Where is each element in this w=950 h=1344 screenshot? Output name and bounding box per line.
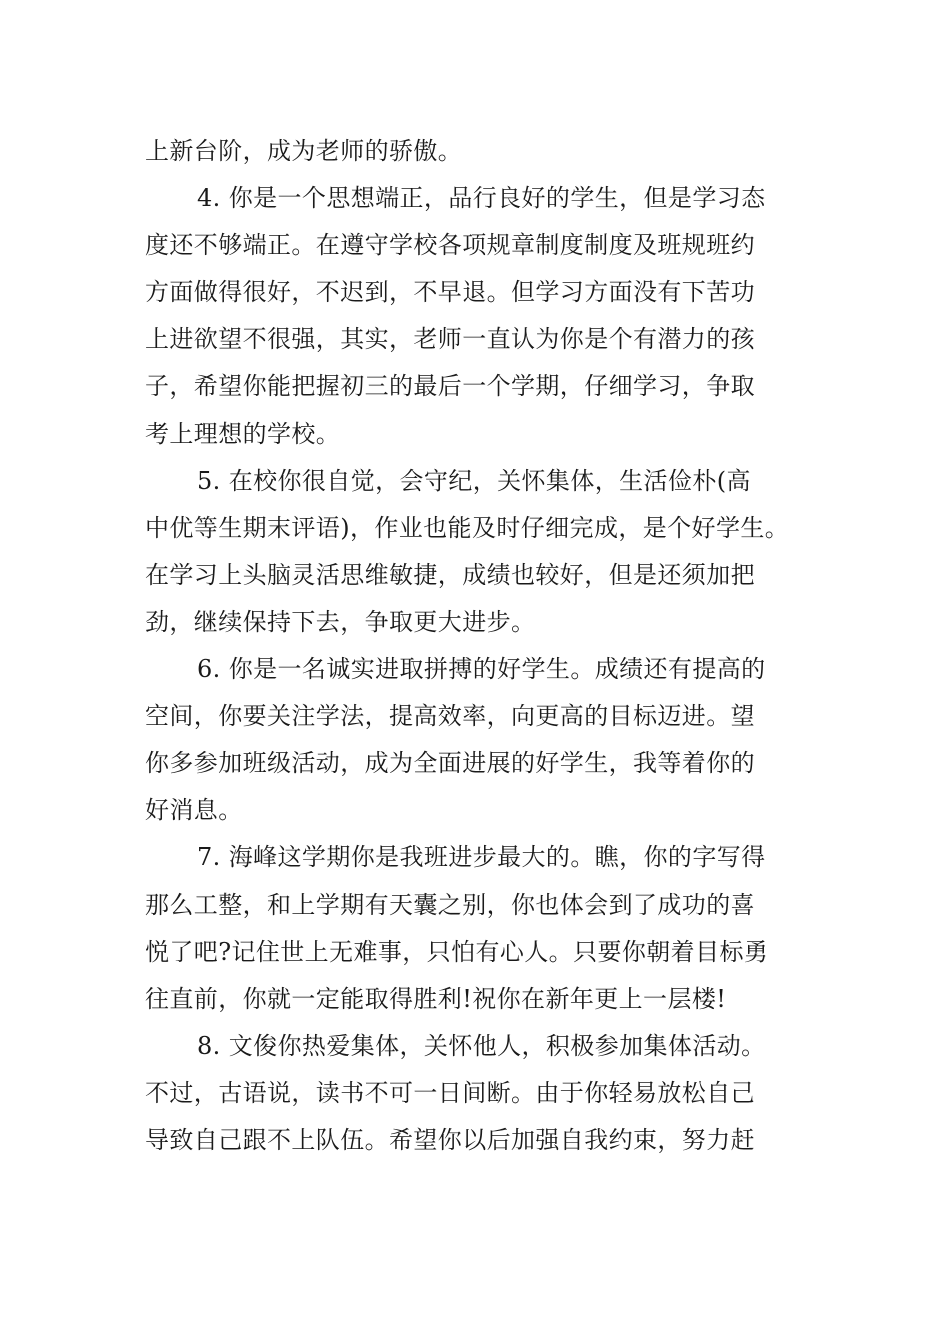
text-line-item-8-start: 8. 文俊你热爱集体，关怀他人，积极参加集体活动。 bbox=[197, 1031, 766, 1060]
text-line-item-4-start: 4. 你是一个思想端正，品行良好的学生，但是学习态 bbox=[197, 184, 766, 213]
text-line: 子，希望你能把握初三的最后一个学期，仔细学习，争取 bbox=[145, 372, 755, 401]
text-line: 往直前，你就一定能取得胜利!祝你在新年更上一层楼! bbox=[145, 984, 727, 1013]
text-line: 空间，你要关注学法，提高效率，向更高的目标迈进。望 bbox=[145, 702, 755, 731]
text-line: 劲，继续保持下去，争取更大进步。 bbox=[145, 607, 536, 636]
text-line-item-6-start: 6. 你是一名诚实进取拼搏的好学生。成绩还有提高的 bbox=[197, 655, 766, 684]
text-line: 好消息。 bbox=[145, 796, 243, 825]
text-line: 那么工整，和上学期有天囊之别，你也体会到了成功的喜 bbox=[145, 890, 755, 919]
document-body bbox=[145, 128, 815, 1164]
text-line: 中优等生期末评语)，作业也能及时仔细完成，是个好学生。 bbox=[145, 513, 790, 542]
text-line: 考上理想的学校。 bbox=[145, 419, 341, 448]
text-line: 不过，古语说，读书不可一日间断。由于你轻易放松自己 bbox=[145, 1078, 755, 1107]
text-line: 悦了吧?记住世上无难事，只怕有心人。只要你朝着目标勇 bbox=[145, 937, 769, 966]
text-line: 你多参加班级活动，成为全面进展的好学生，我等着你的 bbox=[145, 749, 755, 778]
text-line: 在学习上头脑灵活思维敏捷，成绩也较好，但是还须加把 bbox=[145, 560, 755, 589]
text-line: 导致自己跟不上队伍。希望你以后加强自我约束，努力赶 bbox=[145, 1125, 755, 1154]
text-line-item-5-start: 5. 在校你很自觉，会守纪，关怀集体，生活俭朴(高 bbox=[197, 466, 751, 495]
text-line-item-7-start: 7. 海峰这学期你是我班进步最大的。瞧，你的字写得 bbox=[197, 843, 766, 872]
text-line: 方面做得很好，不迟到，不早退。但学习方面没有下苦功 bbox=[145, 278, 755, 307]
text-line: 上进欲望不很强，其实，老师一直认为你是个有潜力的孩 bbox=[145, 325, 755, 354]
text-line: 上新台阶，成为老师的骄傲。 bbox=[145, 137, 463, 165]
text-line: 度还不够端正。在遵守学校各项规章制度制度及班规班约 bbox=[145, 231, 755, 260]
